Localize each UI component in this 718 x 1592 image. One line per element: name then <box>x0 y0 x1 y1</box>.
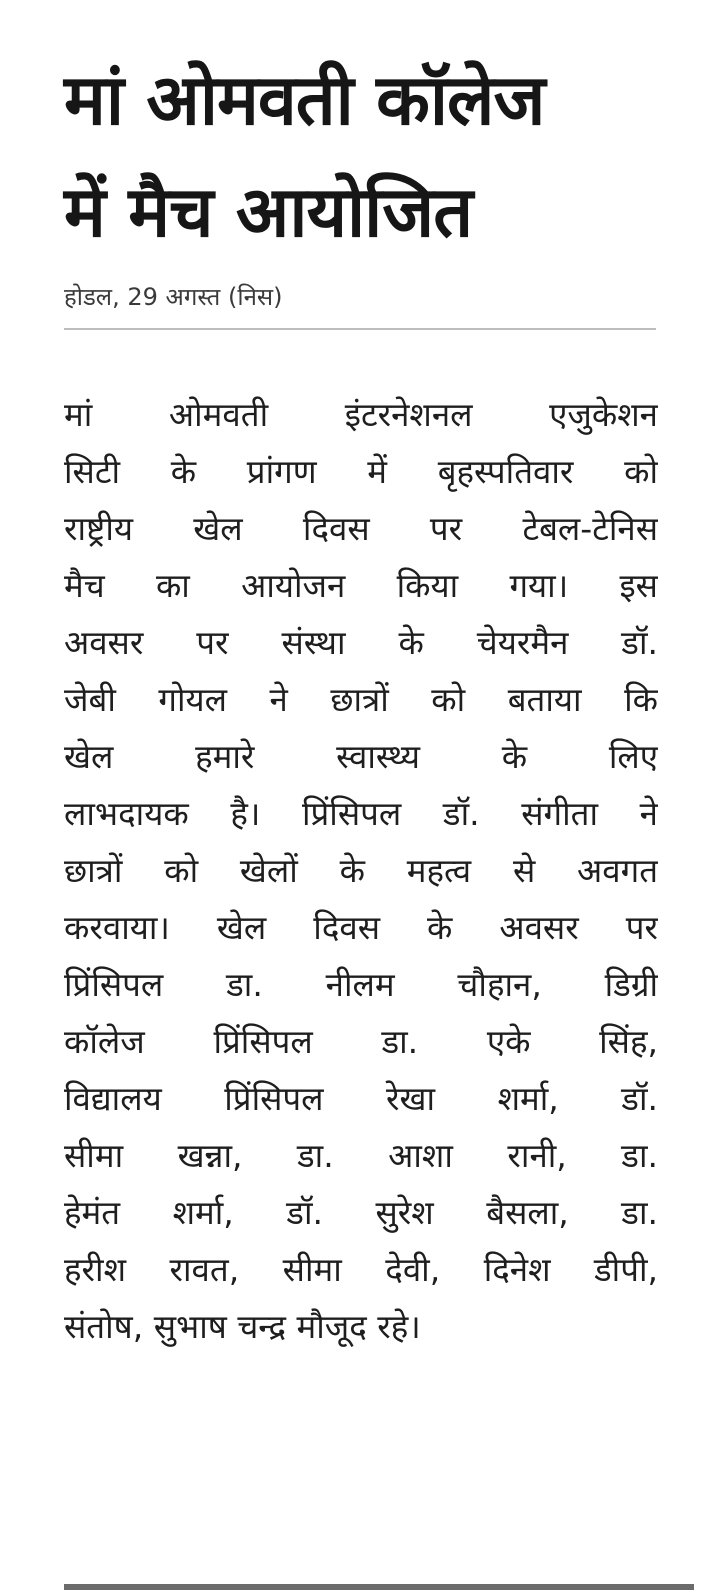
article-body <box>64 386 658 1355</box>
headline-line: में मैच आयोजित <box>64 171 473 253</box>
body-line: मैच का आयोजन किया गया। इस <box>64 566 658 605</box>
body-line: छात्रों को खेलों के महत्व से अवगत <box>64 851 658 890</box>
body-line: करवाया। खेल दिवस के अवसर पर <box>64 908 658 947</box>
bottom-border <box>64 1584 694 1590</box>
body-line: लाभदायक है। प्रिंसिपल डॉ. संगीता ने <box>64 794 658 833</box>
body-line: जेबी गोयल ने छात्रों को बताया कि <box>64 680 658 719</box>
body-line: मां ओमवती इंटरनेशनल एजुकेशन <box>64 395 658 434</box>
body-line: विद्यालय प्रिंसिपल रेखा शर्मा, डॉ. <box>64 1079 658 1118</box>
body-line: अवसर पर संस्था के चेयरमैन डॉ. <box>64 623 658 662</box>
body-line: सिटी के प्रांगण में बृहस्पतिवार को <box>64 452 658 491</box>
body-line: संतोष, सुभाष चन्द्र मौजूद रहे। <box>64 1307 421 1346</box>
dateline: होडल, 29 अगस्त (निस) <box>64 283 283 311</box>
body-line: खेल हमारे स्वास्थ्य के लिए <box>64 737 658 776</box>
divider <box>64 328 656 330</box>
headline <box>64 44 658 268</box>
body-line: हरीश रावत, सीमा देवी, दिनेश डीपी, <box>64 1250 658 1289</box>
body-line: हेमंत शर्मा, डॉ. सुरेश बैसला, डा. <box>64 1193 658 1232</box>
headline-line: मां ओमवती कॉलेज <box>64 59 545 141</box>
news-article <box>64 44 658 1355</box>
body-line: सीमा खन्ना, डा. आशा रानी, डा. <box>64 1136 658 1175</box>
body-line: प्रिंसिपल डा. नीलम चौहान, डिग्री <box>64 965 658 1004</box>
body-line: राष्ट्रीय खेल दिवस पर टेबल-टेनिस <box>64 509 658 548</box>
body-line: कॉलेज प्रिंसिपल डा. एके सिंह, <box>64 1022 658 1061</box>
